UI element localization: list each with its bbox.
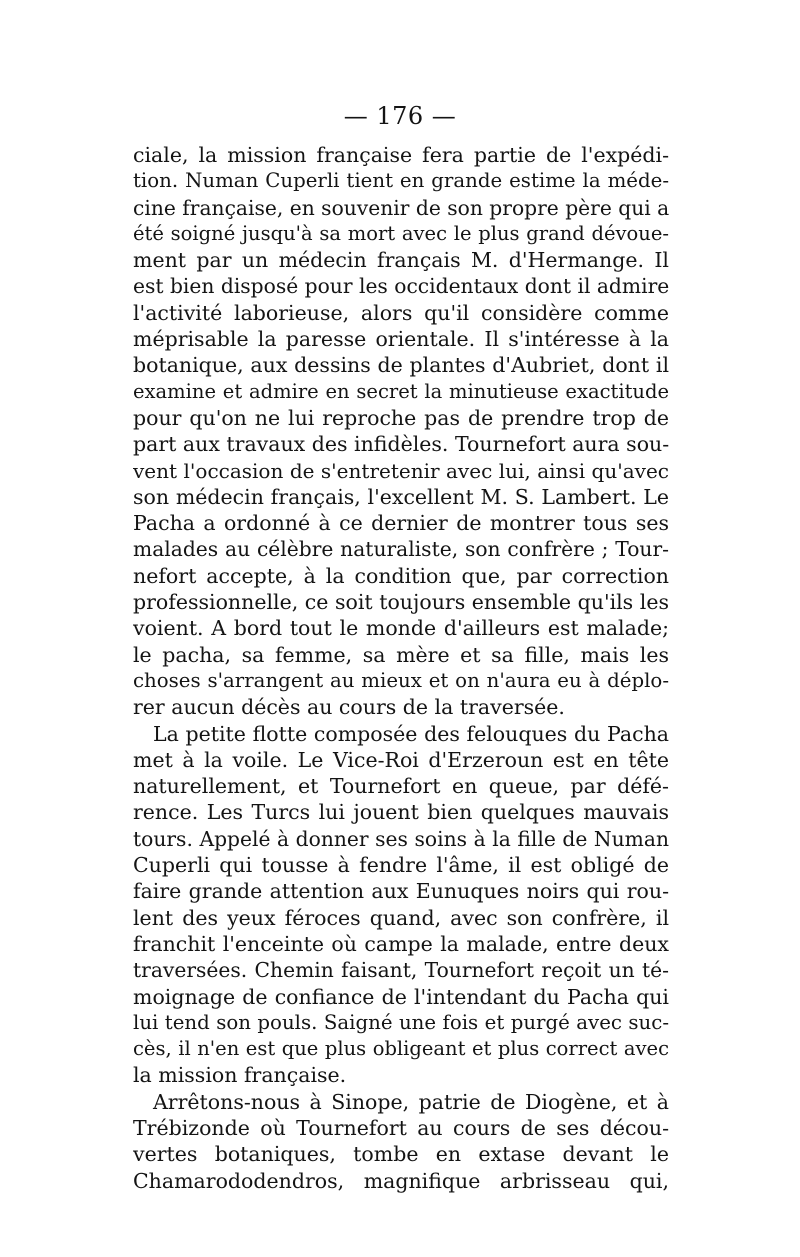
text-line: part aux travaux des infidèles. Tournefort aura sou- bbox=[133, 432, 669, 457]
text-line: professionnelle, ce soit toujours ensemble qu'ils les bbox=[133, 590, 669, 615]
text-line: Trébizonde où Tournefort au cours de ses décou- bbox=[133, 1115, 669, 1140]
text-line: franchit l'enceinte où campe la malade, entre deux bbox=[133, 931, 669, 956]
text-line: Chamarododendros, magnifique arbrisseau qui, bbox=[133, 1168, 669, 1193]
text-line: lent des yeux féroces quand, avec son confrère, il bbox=[133, 905, 669, 930]
body-text bbox=[133, 142, 669, 1194]
text-line: lui tend son pouls. Saigné une fois et purgé avec suc- bbox=[133, 1010, 669, 1034]
text-line: nefort accepte, à la condition que, par correction bbox=[133, 563, 669, 588]
text-line: Cuperli qui tousse à fendre l'âme, il est obligé de bbox=[133, 853, 669, 878]
text-line: met à la voile. Le Vice-Roi d'Erzeroun est en tête bbox=[133, 747, 669, 772]
text-line: voient. A bord tout le monde d'ailleurs est malade; bbox=[133, 616, 669, 641]
text-line: naturellement, et Tournefort en queue, par défé- bbox=[133, 774, 669, 799]
text-line: méprisable la paresse orientale. Il s'intéresse à la bbox=[133, 327, 669, 352]
page-number: — 176 — bbox=[343, 102, 457, 130]
text-line: pour qu'on ne lui reproche pas de prendre trop de bbox=[133, 405, 669, 430]
text-line: le pacha, sa femme, sa mère et sa fille, mais les bbox=[133, 642, 669, 667]
text-line: cès, il n'en est que plus obligeant et plus correct avec bbox=[133, 1037, 669, 1061]
text-line: été soigné jusqu'à sa mort avec le plus grand dévoue- bbox=[133, 221, 669, 245]
text-line: examine et admire en secret la minutieuse exactitude bbox=[133, 379, 669, 403]
text-line: Pacha a ordonné à ce dernier de montrer tous ses bbox=[133, 511, 669, 536]
paragraph-end-line: la mission française. bbox=[133, 1063, 347, 1088]
paragraph-start-line: La petite flotte composée des felouques du Pacha bbox=[153, 721, 669, 746]
text-line: choses s'arrangent au mieux et on n'aura eu à déplo- bbox=[133, 668, 669, 692]
text-line: faire grande attention aux Eunuques noirs qui rou- bbox=[133, 879, 669, 904]
text-line: botanique, aux dessins de plantes d'Aubriet, dont il bbox=[133, 353, 669, 378]
text-line: ciale, la mission française fera partie de l'expédi- bbox=[133, 143, 669, 167]
text-line: tion. Numan Cuperli tient en grande estime la méde- bbox=[133, 169, 669, 193]
text-line: tours. Appelé à donner ses soins à la fille de Numan bbox=[133, 826, 669, 851]
text-line: malades au célèbre naturaliste, son confrère ; Tour- bbox=[133, 537, 669, 562]
text-line: ment par un médecin français M. d'Hermange. Il bbox=[133, 248, 669, 273]
text-line: cine française, en souvenir de son propre père qui a bbox=[133, 195, 669, 220]
text-line: l'activité laborieuse, alors qu'il considère comme bbox=[133, 300, 669, 325]
text-line: vent l'occasion de s'entretenir avec lui, ainsi qu'avec bbox=[133, 458, 669, 483]
paragraph-end-line: rer aucun décès au cours de la traversée. bbox=[133, 695, 565, 720]
text-line: est bien disposé pour les occidentaux dont il admire bbox=[133, 274, 669, 299]
text-line: rence. Les Turcs lui jouent bien quelques mauvais bbox=[133, 800, 669, 825]
text-line: son médecin français, l'excellent M. S. Lambert. Le bbox=[133, 484, 669, 509]
text-line: moignage de confiance de l'intendant du Pacha qui bbox=[133, 984, 669, 1009]
text-line: traversées. Chemin faisant, Tournefort reçoit un té- bbox=[133, 958, 669, 983]
text-line: vertes botaniques, tombe en extase devant le bbox=[133, 1142, 669, 1167]
paragraph-start-line: Arrêtons-nous à Sinope, patrie de Diogène, et à bbox=[153, 1089, 669, 1114]
